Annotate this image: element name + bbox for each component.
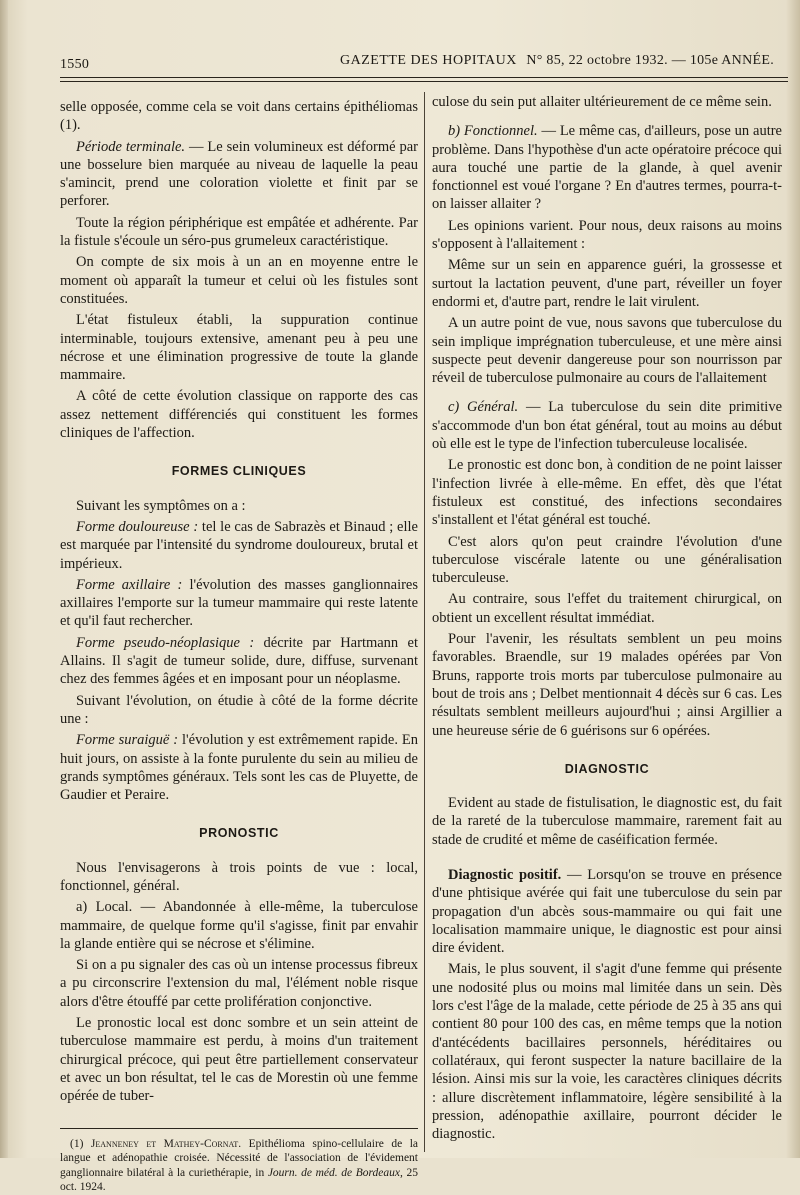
label: a) Local. (76, 899, 133, 916)
label: c) Général. (448, 399, 519, 416)
paragraph: C'est alors qu'on peut craindre l'évolution d'une tuberculose viscérale latente ou une généralisation tuberculeuse. (432, 533, 782, 587)
paragraph (60, 634, 418, 689)
footnote-journal: Journ. de méd. de Bordeaux, (267, 1166, 403, 1179)
text: l'évolution des masses ganglionnaires axillaires l'emporte sur la tumeur mammaire qui reste latente et qu'il faut rechercher. (60, 576, 419, 630)
page-number: 1550 (60, 57, 90, 72)
paragraph (432, 866, 782, 957)
paragraph (432, 122, 782, 213)
paragraph: Au contraire, sous l'effet du traitement chirurgical, on obtient un excellent résultat immédiat. (432, 591, 782, 626)
text: tel le cas de Sabrazès et Binaud ; elle est marquée par l'intensité du syndrome douloureux, brutal et impérieux. (60, 518, 418, 572)
right-column (432, 93, 782, 1146)
text: — La tuberculose du sein dite primitive s'accommode d'un bon état général, tout au moins au début où elle est le type de l'infection tuberculeuse localisée. (432, 399, 783, 453)
text: — Le sein volumineux est déformé par une bosselure bien marquée au niveau de laquelle la peau s'amincit, prend une coloration violette et finit par se perforer. (60, 138, 418, 210)
section-heading-diagnostic: DIAGNOSTIC (564, 761, 650, 776)
text: décrite par Hartmann et Allains. Il s'agit de tumeur solide, dure, diffuse, survenant chez des femmes âgées et en imposant pour un néoplasme. (60, 634, 419, 688)
text: — Le même cas, d'ailleurs, pose un autre problème. Dans l'hypothèse d'un acte opératoire précoce qui aura touché une partie de la glande, à quel avenir fonctionnel est voué l'organe ? En d'autres termes, pourra-t-on laisser allaiter ? (432, 123, 782, 213)
paragraph: L'état fistuleux établi, la suppuration continue interminable, toujours extensive, amenant peu à peu une nécrose et une élimination progressive de toute la glande mammaire. (60, 312, 418, 384)
paragraph: Suivant l'évolution, on étudie à côté de la forme décrite une : (60, 692, 418, 727)
paragraph (432, 398, 782, 453)
issue-info: N° 85, 22 octobre 1932. — 105e ANNÉE. (526, 53, 774, 68)
paragraph: Nous l'envisagerons à trois points de vue : local, fonctionnel, général. (60, 859, 418, 894)
label: Diagnostic positif. (448, 866, 562, 883)
header-rule (60, 77, 788, 78)
label: Forme axillaire : (76, 576, 183, 593)
label: Forme suraiguë : (76, 732, 179, 749)
paragraph (60, 731, 418, 804)
footnote (60, 1137, 418, 1195)
paragraph: Le pronostic est donc bon, à condition de ne point laisser l'infection livrée à elle-même. En effet, dès que l'état fistuleux est constitué, des infections secondaires s'installent et l'état général est touché. (432, 457, 782, 529)
paragraph: culose du sein put allaiter ultérieurement de ce même sein. (432, 94, 772, 110)
column-divider (424, 92, 425, 1152)
paragraph: Pour l'avenir, les résultats semblent un peu moins favorables. Braendle, sur 19 malades opérées par Von Bruns, rapporte trois morts par tuberculose pulmonaire au bout de trois ans ; Delbet mentionnait 4 décès sur 6 cas. Les résultats semblent meilleurs aujourd'hui ; ainsi Argillier a une heureuse série de 6 guérisons sur 6 opérées. (432, 631, 782, 739)
paragraph (60, 518, 418, 573)
page-right-edge (786, 0, 800, 1158)
footnote-authors: Jeanneney et Mathey-Cornat. (90, 1137, 242, 1150)
paragraph: A côté de cette évolution classique on rapporte des cas assez nettement différenciés qui constituent les formes cliniques de l'affection. (60, 388, 418, 442)
paragraph: selle opposée, comme cela se voit dans certains épithéliomas (1). (60, 99, 418, 134)
footnote-rule (60, 1128, 418, 1129)
page-left-edge (0, 0, 8, 1158)
label: Période terminale. (76, 138, 186, 155)
left-column (60, 98, 418, 1195)
paragraph: Suivant les symptômes on a : (76, 497, 246, 514)
label: Forme douloureuse : (76, 518, 199, 535)
journal-title: GAZETTE DES HOPITAUX (340, 53, 517, 68)
paragraph (60, 898, 418, 953)
text: — Abandonnée à elle-même, la tuberculose mammaire, de quelque forme qu'il s'agisse, finit par envahir la glande entière qui se nécrose et s'élimine. (60, 899, 418, 952)
page-header (60, 50, 784, 78)
footnote-number: (1) (70, 1137, 91, 1150)
label: b) Fonctionnel. (448, 123, 538, 140)
paragraph: Le pronostic local est donc sombre et un sein atteint de tuberculose mammaire est perdu, à moins d'un traitement chirurgical précoce, qui peut être partiellement conservateur et avec un bon résultat, tel le cas de Morestin où une femme opérée de tuber- (60, 1015, 418, 1105)
footnote-date: 25 oct. 1924. (60, 1166, 419, 1194)
paragraph: Si on a pu signaler des cas où un intense processus fibreux a pu circonscrire l'extension du mal, l'élément noble risque alors d'être étouffé par cette prolifération conjonctive. (60, 957, 418, 1010)
paragraph (60, 576, 418, 631)
paragraph: On compte de six mois à un an en moyenne entre le moment où apparaît la tumeur et celui où les fistules sont constituées. (60, 254, 418, 307)
footnote-text: Epithélioma spino-cellulaire de la langue et adénopathie croisée. Nécessité de l'association de l'évidement ganglionnaire bilatéral à la curiethérapie, in (60, 1137, 418, 1179)
section-heading-pronostic: PRONOSTIC (199, 826, 279, 841)
paragraph: Même sur un sein en apparence guéri, la grossesse et surtout la lactation peuvent, d'une part, réveiller un foyer endormi et, d'autre part, rendre le lait virulent. (432, 257, 782, 310)
text: l'évolution y est extrêmement rapide. En huit jours, on assiste à la fonte purulente du sein au milieu de grands symptômes généraux. Tels sont les cas de Pluyette, de Gaudier et Peraire. (60, 732, 418, 804)
section-heading-formes: FORMES CLINIQUES (171, 464, 307, 479)
paragraph: A un autre point de vue, nous savons que tuberculose du sein implique imprégnation tuberculeuse, et une mère ainsi suspecte peut devenir dangereuse pour son nourrisson par réveil de tuberculose pulmonaire au cours de l'allaitement (432, 315, 782, 387)
paragraph: Toute la région périphérique est empâtée et adhérente. Par la fistule s'écoule un séro-pus grumeleux caractéristique. (60, 214, 418, 250)
paragraph: Evident au stade de fistulisation, le diagnostic est, du fait de la rareté de la tuberculose mammaire, rarement fait au stade de crudité et même de caséification fermée. (432, 795, 782, 848)
text: — Lorsqu'on se trouve en présence d'une phtisique avérée qui fait une tuberculose du sein par propagation d'un abcès sous-mammaire ou qui fait une localisation mammaire unique, le diagnostic est pour ainsi dire évident. (432, 866, 782, 957)
header-rule-thin (60, 81, 788, 82)
paragraph: Mais, le plus souvent, il s'agit d'une femme qui présente une nodosité plus ou moins mal limitée dans un sein. Dès lors c'est l'âge de la malade, cette période de 25 à 35 ans qui contient 80 pour 100 des cas, en même temps que la notion d'antécédents bacillaires personnels, héréditaires ou collatéraux, qui feront suspecter la nature bacillaire de la lésion. Ainsi mis sur la voie, les caractères cliniques décrits : allure discrètement inflammatoire, légère sensibilité à la pression, adénopathie axillaire, pourront décider le diagnostic. (432, 961, 782, 1143)
label: Forme pseudo-néoplasique : (76, 634, 255, 651)
paragraph (60, 138, 418, 211)
paragraph: Les opinions varient. Pour nous, deux raisons au moins s'opposent à l'allaitement : (432, 217, 782, 253)
